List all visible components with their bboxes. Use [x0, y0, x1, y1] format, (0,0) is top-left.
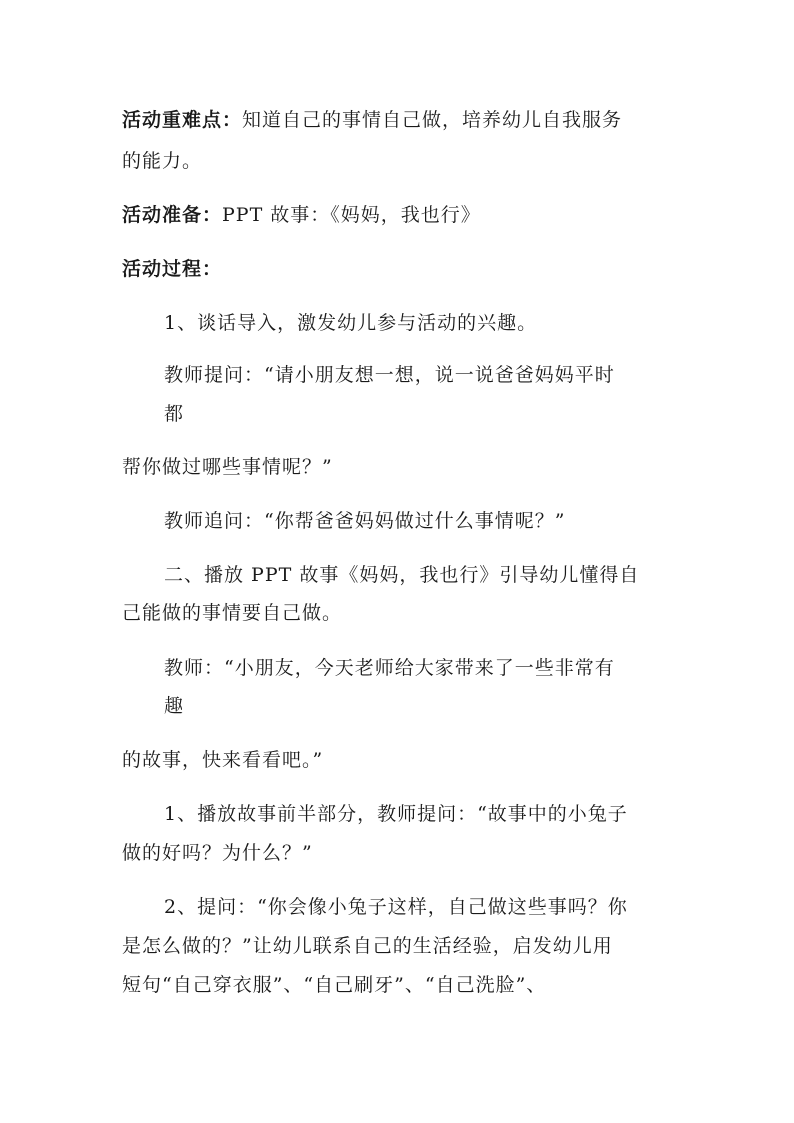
- key-points-continuation: 的能力。: [122, 150, 203, 172]
- key-points-label: 活动重难点：: [122, 109, 243, 131]
- substep-2-continuation-1: 是怎么做的？”让幼儿联系自己的生活经验，启发幼儿用: [122, 935, 613, 957]
- key-points-line: [122, 108, 622, 132]
- preparation-line: [122, 203, 481, 227]
- substep-2-continuation-2: 短句“自己穿衣服”、“自己刷牙”、“自己洗脸”、: [122, 974, 547, 996]
- substep-2-line: 2、提问：“你会像小兔子这样，自己做这些事吗？你: [164, 896, 628, 918]
- key-points-text: 知道自己的事情自己做，培养幼儿自我服务: [242, 109, 623, 131]
- substep-1-line: 1、播放故事前半部分，教师提问：“故事中的小兔子: [164, 803, 628, 825]
- process-heading: 活动过程：: [122, 258, 223, 280]
- step-2-line: 二、播放 PPT 故事《妈妈，我也行》引导幼儿懂得自: [164, 564, 640, 586]
- teacher-speech-line: 教师：“小朋友，今天老师给大家带来了一些非常有: [164, 657, 615, 679]
- teacher-question-continuation: 帮你做过哪些事情呢？”: [122, 456, 333, 478]
- preparation-label: 活动准备：: [122, 204, 223, 226]
- teacher-speech-continuation: 的故事，快来看看吧。”: [122, 749, 324, 771]
- teacher-speech-wrap: 趣: [164, 695, 185, 717]
- teacher-question-wrap: 都: [164, 403, 185, 425]
- step-2-continuation: 己能做的事情要自己做。: [122, 602, 343, 624]
- step-1-line: 1、谈话导入，激发幼儿参与活动的兴趣。: [164, 312, 538, 334]
- substep-1-continuation: 做的好吗？为什么？”: [122, 842, 313, 864]
- teacher-question-line: 教师提问：“请小朋友想一想，说一说爸爸妈妈平时: [164, 364, 615, 386]
- preparation-text: PPT 故事：《妈妈，我也行》: [222, 204, 481, 226]
- teacher-followup-line: 教师追问：“你帮爸爸妈妈做过什么事情呢？”: [164, 510, 566, 532]
